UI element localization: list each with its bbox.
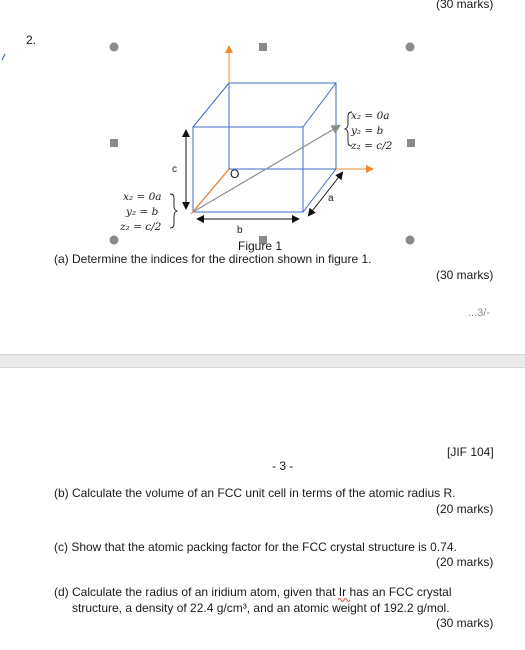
left-coord-y: y₂ = b bbox=[126, 206, 159, 218]
question-number: 2. bbox=[26, 33, 37, 47]
dimension-a bbox=[309, 173, 342, 215]
part-b-marks: (20 marks) bbox=[436, 502, 494, 516]
course-code: [JIF 104] bbox=[447, 445, 494, 459]
handle-bottom-right[interactable] bbox=[406, 236, 415, 245]
continued-marker: ...3/- bbox=[468, 307, 491, 319]
handle-bottom-left[interactable] bbox=[110, 236, 119, 245]
page-break bbox=[0, 354, 525, 368]
part-a-marks: (30 marks) bbox=[436, 268, 494, 282]
label-c: c bbox=[172, 164, 177, 175]
handle-top-left[interactable] bbox=[110, 43, 119, 52]
right-coord-z: z₂ = c/2 bbox=[351, 140, 393, 152]
part-c-marks: (20 marks) bbox=[436, 555, 494, 569]
part-d-marks: (30 marks) bbox=[436, 616, 494, 630]
left-coord-x: x₂ = 0a bbox=[123, 191, 162, 203]
part-c-text: (c) Show that the atomic packing factor for the FCC crystal structure is 0.74. bbox=[54, 540, 457, 554]
figure-caption: Figure 1 bbox=[238, 239, 283, 253]
part-a-text: (a) Determine the indices for the direction shown in figure 1. bbox=[54, 252, 372, 266]
left-brace bbox=[170, 194, 177, 228]
label-b: b bbox=[237, 225, 243, 236]
unit-cube bbox=[193, 83, 336, 212]
right-coord-x: x₂ = 0a bbox=[351, 110, 390, 122]
page-number: - 3 - bbox=[272, 459, 294, 473]
figure-1 bbox=[0, 0, 525, 260]
part-b-text: (b) Calculate the volume of an FCC unit cell in terms of the atomic radius R. bbox=[54, 486, 456, 500]
spellcheck-underline bbox=[338, 597, 352, 603]
handle-middle-right[interactable] bbox=[407, 139, 415, 147]
x-axis-line bbox=[191, 169, 229, 214]
right-coord-y: y₂ = b bbox=[351, 125, 384, 137]
label-a: a bbox=[328, 193, 334, 204]
handle-top-right[interactable] bbox=[406, 43, 415, 52]
part-d-text-line1: (d) Calculate the radius of an iridium atom, given that Ir has an FCC crystal bbox=[54, 585, 452, 599]
handle-top-middle[interactable] bbox=[259, 43, 267, 51]
part-d-text-line2: structure, a density of 22.4 g/cm³, and an atomic weight of 192.2 g/mol. bbox=[72, 601, 450, 615]
left-coord-z: z₂ = c/2 bbox=[120, 221, 162, 233]
label-O: O bbox=[230, 167, 240, 181]
marks-top: (30 marks) bbox=[436, 0, 494, 11]
handle-middle-left[interactable] bbox=[110, 139, 118, 147]
